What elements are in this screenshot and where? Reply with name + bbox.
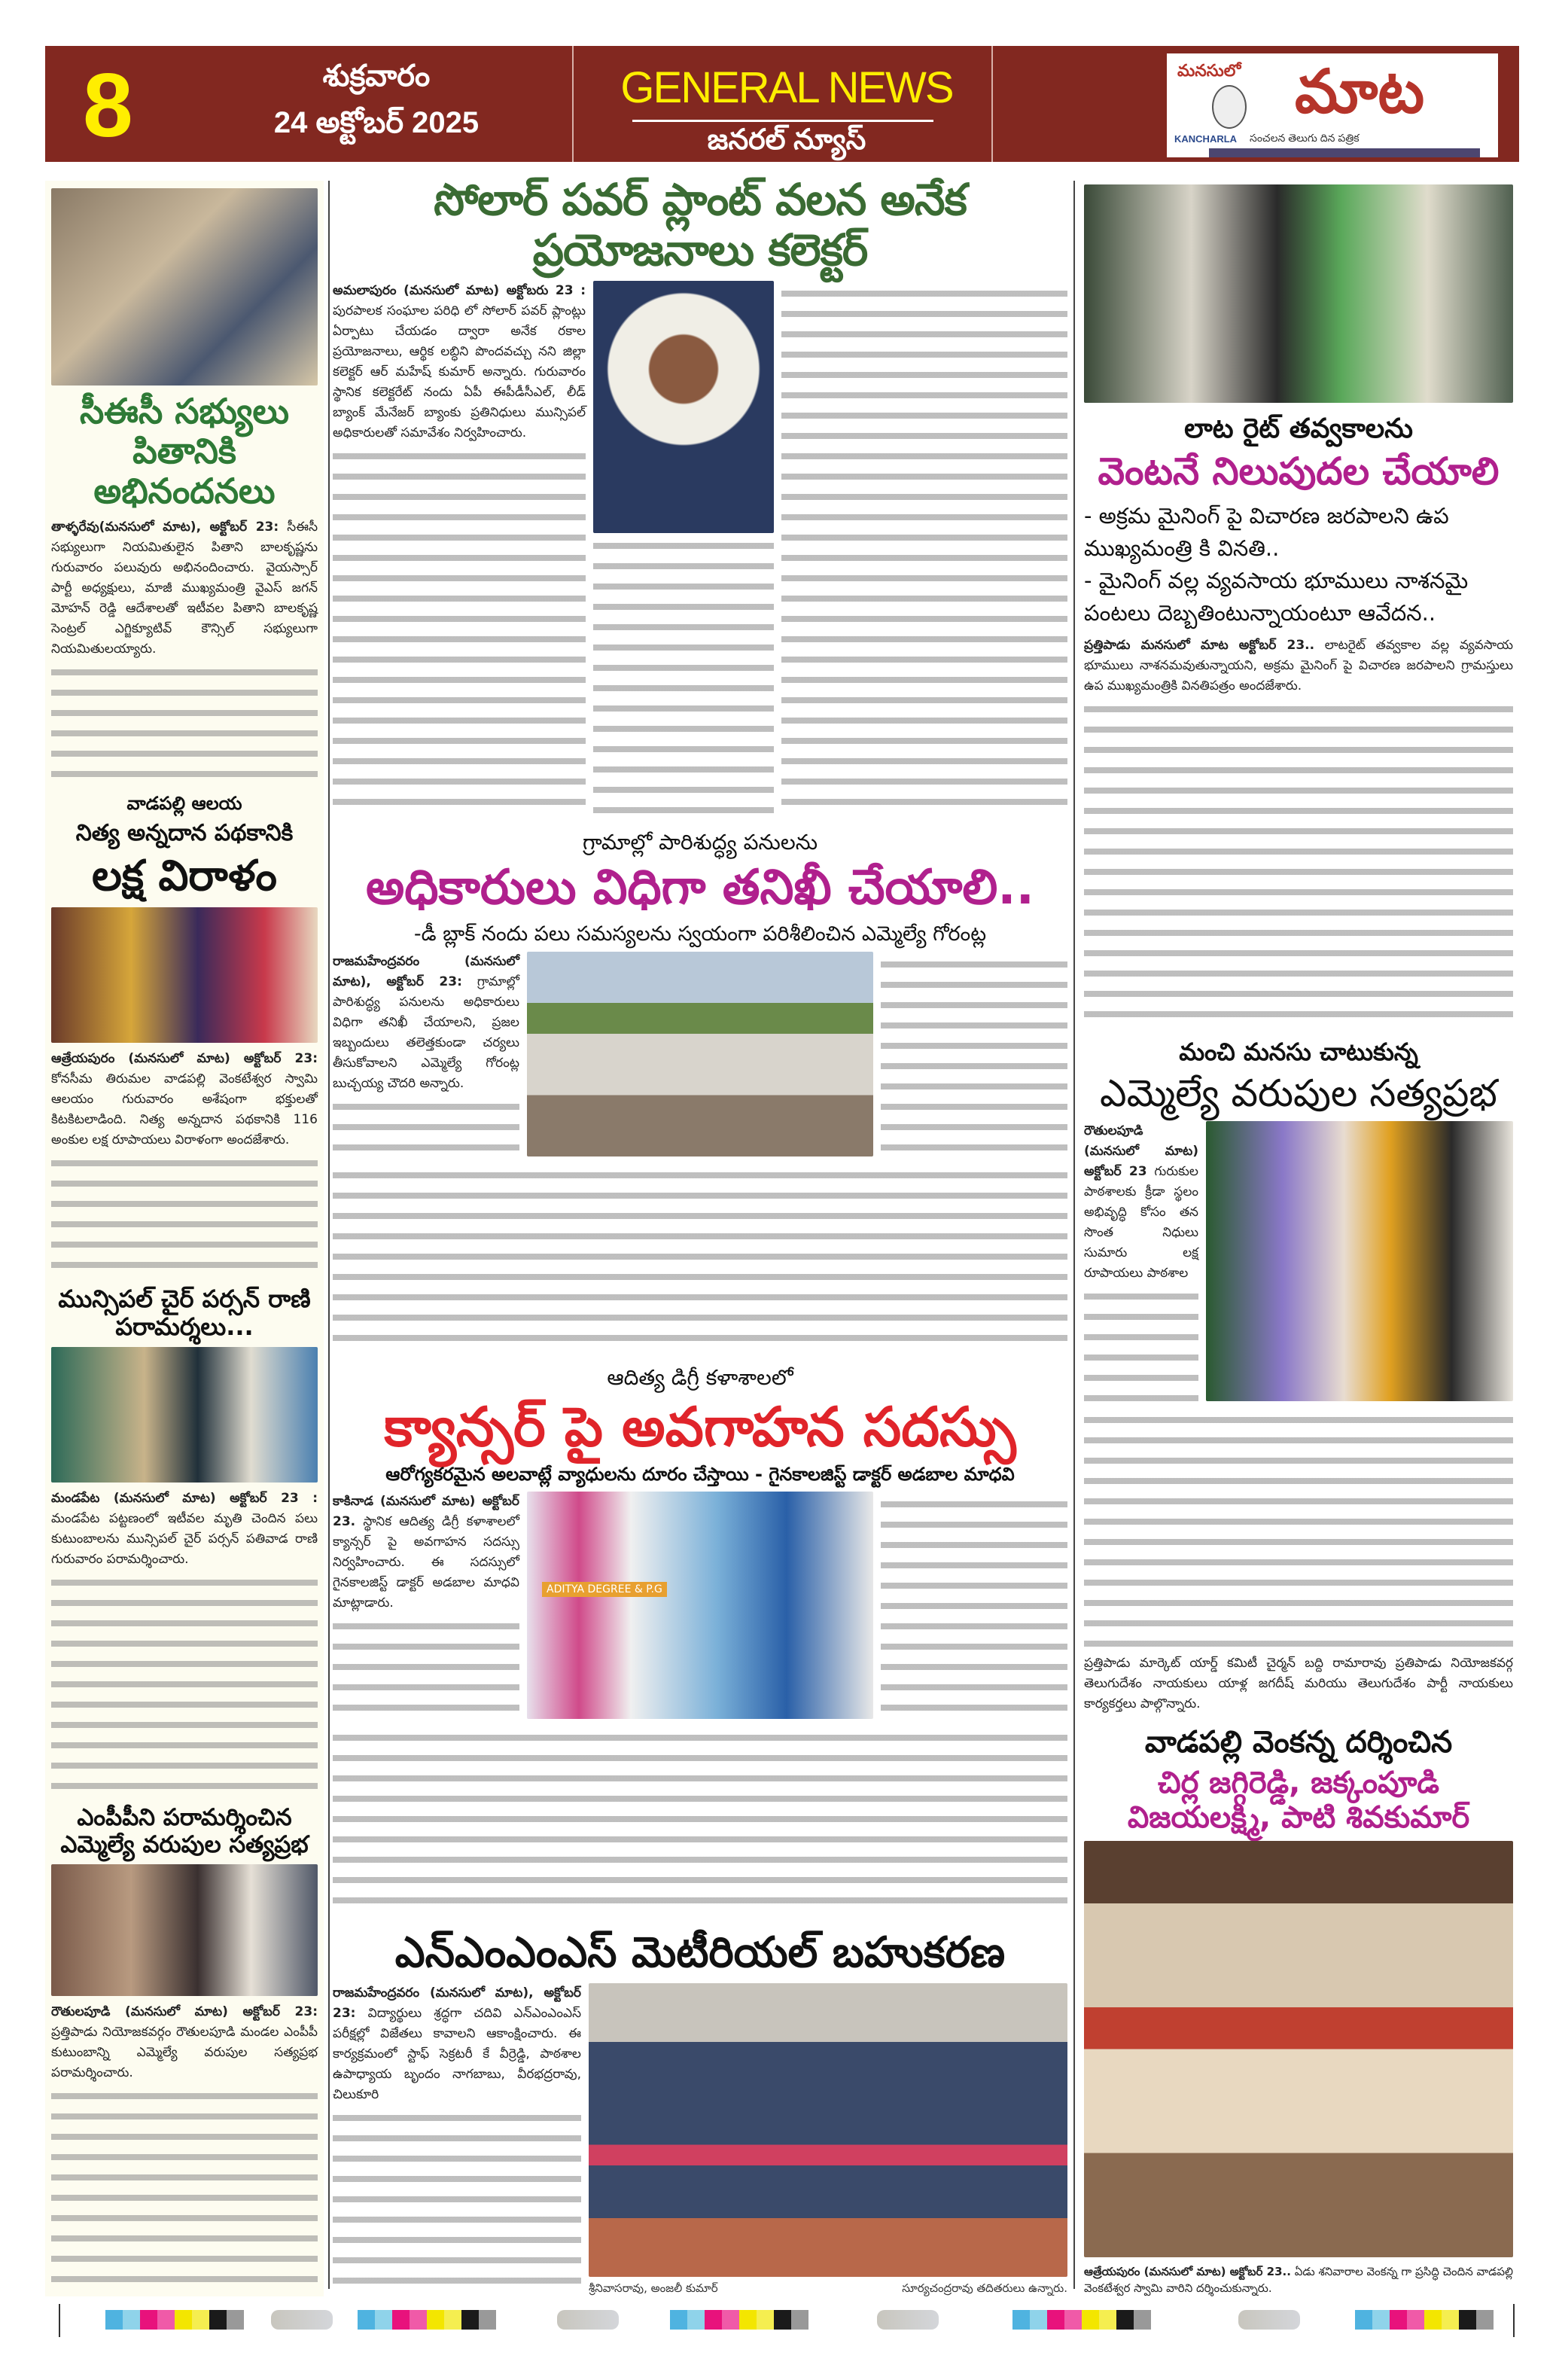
article-solar-cont <box>593 533 774 815</box>
article-mpp <box>51 2002 318 2289</box>
divider <box>632 120 933 122</box>
kicker-sanitation: గ్రామాల్లో పారిశుద్ధ్య పనులను <box>582 830 818 855</box>
dateline: ఆత్రేయపురం (మనసులో మాట) అక్టోబర్ 23.. <box>1084 2264 1291 2278</box>
color-swatch <box>774 2310 791 2330</box>
nmms-photo-column <box>589 1983 1067 2298</box>
dateline: రౌతులపూడి (మనసులో మాట) అక్టోబర్ 23 <box>1084 1123 1198 1180</box>
photo-mpp <box>51 1864 318 1996</box>
photo-sanitation <box>527 952 873 1156</box>
logo-small-text: మనసులో <box>1177 61 1241 80</box>
color-swatch <box>410 2310 427 2330</box>
dateline: కాకినాడ (మనసులో మాట) అక్టోబర్ 23. <box>333 1493 519 1529</box>
color-swatch <box>1047 2310 1064 2330</box>
color-swatch <box>192 2310 209 2330</box>
color-swatch <box>461 2310 479 2330</box>
article-text: ప్రత్తిపాడు నియోజకవర్గం రౌతులపూడి మండల ఎంపీపీ కుటుంబాన్ని ఎమ్మెల్యే వరుపుల సత్యప్రభ పరామర్శించారు. <box>51 2025 318 2081</box>
dateline: అమలాపురం (మనసులో మాట) అక్టోబరు 23 : <box>333 283 586 299</box>
color-swatch <box>739 2310 757 2330</box>
headline-mpp: ఎంపీపీని పరామర్శించిన ఎమ్మెల్యే వరుపుల సత్యప్రభ <box>60 1804 309 1858</box>
article-cancer-cont2 <box>333 1725 1067 1914</box>
day: శుక్రవారం <box>322 59 431 93</box>
color-swatch <box>157 2310 175 2330</box>
color-swatch <box>722 2310 739 2330</box>
crop-mark <box>59 2304 60 2337</box>
divider <box>991 46 993 162</box>
section-title-te: జనరల్ న్యూస్ <box>707 124 866 156</box>
article-mla-cont <box>1084 1407 1513 1647</box>
nmms-section <box>333 1983 1067 2298</box>
logo-tagline: సంచలన తెలుగు దిన పత్రిక <box>1250 132 1360 144</box>
bullet-list <box>1084 500 1513 629</box>
headline-mining: వెంటనే నిలుపుదల చేయాలి <box>1098 449 1500 494</box>
headline-nmms: ఎన్ఎంఎంఎస్ మెటీరియల్ బహుకరణ <box>394 1928 1006 1978</box>
color-swatch <box>227 2310 244 2330</box>
article-text: విద్యార్థులు శ్రద్ధగా చదివి ఎన్ఎంఎంఎస్ పరీక్షల్లో విజేతలు కావాలని ఆకాంక్షించారు. ఈ కార్యక్రమంలో స్టాఫ్ సెక్రటరీ కే వీర్రెడ్డి, పాఠశాల ఉపాధ్యాయ బృందం నాగబాబు, వీరభద్రరావు, చిలుకూరి <box>333 2006 581 2103</box>
column-rule <box>328 181 330 2289</box>
article-donation <box>51 1049 318 1280</box>
article-municipal <box>51 1489 318 1799</box>
color-swatch <box>791 2310 808 2330</box>
color-swatch <box>392 2310 410 2330</box>
article-text: ప్రత్తిపాడు మార్కెట్ యార్డ్ కమిటీ చైర్మన్ బద్ది రామారావు ప్రతిపాడు నియోజకవర్గ తెలుగుదేశం నాయకులు యాళ్ల జగదీష్ మరియు తెలుగుదేశం పార్టీ నాయకులు కార్యకర్తలు పాల్గొన్నారు. <box>1084 1656 1513 1712</box>
article-temple <box>1084 2263 1513 2296</box>
center-column <box>333 175 1067 2298</box>
kicker-cancer: ఆదిత్య డిగ్రీ కళాశాలలో <box>607 1365 793 1391</box>
bullet-item: - మైనింగ్ వల్ల వ్యవసాయ భూములు నాశనమై పంటలు దెబ్బతింటున్నాయంటూ ఆవేదన.. <box>1084 567 1469 626</box>
kicker-mining: లాట రైట్ తవ్వకాలను <box>1184 413 1413 444</box>
headline-solar: సోలార్ పవర్ ప్లాంట్ వలన అనేక ప్రయోజనాలు కలెక్టర్ <box>434 174 967 276</box>
masthead <box>45 46 1519 162</box>
article-sanitation <box>333 952 519 1156</box>
headline-donation: లక్ష విరాళం <box>92 852 277 901</box>
photo-municipal <box>51 1347 318 1483</box>
color-swatch <box>705 2310 722 2330</box>
article-cancer-cont <box>881 1492 1067 1720</box>
color-swatch <box>1012 2310 1030 2330</box>
photo-nmms-students <box>589 1983 1067 2277</box>
dateline: ఆత్రేయపురం (మనసులో మాట) అక్టోబర్ 23: <box>51 1050 318 1066</box>
gray-swatch <box>877 2310 939 2330</box>
color-swatch <box>687 2310 705 2330</box>
gray-swatch <box>557 2310 619 2330</box>
caption-row <box>589 2281 1067 2298</box>
logo-main-text: మాట <box>1295 56 1425 126</box>
color-swatch <box>358 2310 375 2330</box>
color-swatch <box>1116 2310 1134 2330</box>
article-cancer <box>333 1492 519 1720</box>
color-swatch <box>1355 2310 1372 2330</box>
photo-collector <box>593 281 774 533</box>
page-number: 8 <box>83 55 133 156</box>
gray-swatch <box>271 2310 333 2330</box>
right-column <box>1084 184 1513 2296</box>
section-title-en: GENERAL NEWS <box>620 63 953 112</box>
headline-cancer: క్యాన్సర్ పై అవగాహన సదస్సు <box>384 1395 1016 1459</box>
dateline: తాళ్ళరేవు(మనసులో మాట), అక్టోబర్ 23: <box>51 519 279 535</box>
color-swatch <box>1030 2310 1047 2330</box>
headline-cec: సీఈసీ సభ్యులు పితానికి అభినందనలు <box>79 391 290 511</box>
color-swatch <box>1064 2310 1082 2330</box>
article-text: ఏడు శనివారాల వెంకన్న గా ప్రసిద్ధి చెందిన వాడపల్లి వెంకటేశ్వర స్వామి వారిని దర్శించుకున్నారు. <box>1084 2264 1513 2295</box>
color-swatch <box>427 2310 444 2330</box>
subhead-sanitation: -డీ బ్లాక్ నందు పలు సమస్యలను స్వయంగా పరిశీలించిన ఎమ్మెల్యే గోరంట్ల <box>413 922 987 946</box>
bullet-item: - అక్రమ మైనింగ్ పై విచారణ జరపాలని ఉప ముఖ్యమంత్రి కి వినతి.. <box>1084 502 1449 561</box>
color-swatch <box>479 2310 496 2330</box>
logo-bar <box>1209 148 1480 157</box>
color-swatch <box>1082 2310 1099 2330</box>
article-text: గురుకుల పాఠశాలకు క్రీడా స్థలం అభివృద్ధి కోసం తన సొంత నిధులు సుమారు లక్ష రూపాయలు పాఠశాల <box>1084 1164 1198 1281</box>
caption-right: సూర్యచంద్రరావు తదితరులు ఉన్నారు. <box>902 2281 1067 2296</box>
color-swatch <box>444 2310 461 2330</box>
subhead-cancer: ఆరోగ్యకరమైన అలవాట్లే వ్యాధులను దూరం చేస్తాయి - గైనకాలజిస్ట్ డాక్టర్ అడబాల మాధవి <box>385 1464 1015 1486</box>
solar-photo-column <box>593 281 774 815</box>
article-mla <box>1084 1121 1198 1401</box>
caption-left: శ్రీనివాసరావు, అంజలీ కుమార్ <box>589 2281 718 2296</box>
color-swatch <box>105 2310 123 2330</box>
left-column <box>45 181 324 2296</box>
cancer-section <box>333 1492 1067 1720</box>
kicker-temple: వాడపల్లి వెంకన్న దర్శించిన <box>1144 1725 1453 1760</box>
headline-temple: చిర్ల జగ్గిరెడ్డి, జక్కంపూడి విజయలక్ష్మి, పాటి శివకుమార్ <box>1127 1766 1470 1836</box>
color-swatch <box>1459 2310 1476 2330</box>
banner-text: ADITYA DEGREE & P.G <box>542 1582 667 1597</box>
article-solar <box>333 281 586 815</box>
crop-mark <box>1513 2304 1515 2337</box>
color-swatch <box>209 2310 227 2330</box>
article-nmms <box>333 1983 581 2298</box>
kicker-donation-2: నిత్య అన్నదాన పథకానికి <box>75 819 294 846</box>
color-swatch <box>757 2310 774 2330</box>
kicker-mla: మంచి మనసు చాటుకున్న <box>1179 1037 1418 1066</box>
color-swatch <box>1476 2310 1494 2330</box>
color-swatch <box>375 2310 392 2330</box>
dateline: మండపేట (మనసులో మాట) అక్టోబర్ 23 : <box>51 1490 318 1506</box>
photo-donation <box>51 907 318 1043</box>
gray-swatch <box>1238 2310 1300 2330</box>
dateline: రౌతులపూడి (మనసులో మాట) అక్టోబర్ 23: <box>51 2004 318 2020</box>
article-text: సీఈసీ సభ్యులుగా నియమితులైన పితాని బాలకృష్ణను గురువారం పలువురు అభినందించారు. వైయస్సార్ పార్టీ అధ్యక్షులు, మాజీ ముఖ్యమంత్రి వైఎస్ జగన్ మోహన్ రెడ్డి ఆదేశాలతో ఇటీవల పితాని బాలకృష్ణ సెంట్రల్ ఎగ్జిక్యూటివ్ కౌన్సిల్ సభ్యులుగా నియమితులయ్యారు. <box>51 519 318 657</box>
article-text: మండపేట పట్టణంలో ఇటీవల మృతి చెందిన పలు కుటుంబాలను మున్సిపల్ చైర్ పర్సన్ పతివాడ రాణి గురువారం పరామర్శించారు. <box>51 1510 318 1567</box>
color-swatch <box>1099 2310 1116 2330</box>
headline-municipal: మున్సిపల్ చైర్ పర్సన్ రాణి పరామర్శలు... <box>58 1284 311 1341</box>
color-swatch <box>1442 2310 1459 2330</box>
sanitation-section <box>333 952 1067 1156</box>
dateline: రాజమహేంద్రవరం (మనసులో మాట), అక్టోబర్ 23: <box>333 954 519 990</box>
article-text: పురపాలక సంఘాల పరిధి లో సోలార్ పవర్ ప్లాంట్లు ఏర్పాటు చేయడం ద్వారా అనేక రకాల ప్రయోజనాలు, ఆర్థిక లబ్ధిని పొందవచ్చు నని జిల్లా కలెక్టర్ ఆర్ మహేష్ కుమార్ అన్నారు. గురువారం స్థానిక కలెక్టరేట్ నందు ఏపీ ఈపీడీసీఎల్, లీడ్ బ్యాంక్ మేనేజర్ బ్యాంకు ప్రతినిధులు మున్సిపల్ అధికారులతో సమావేశం నిర్వహించారు. <box>333 303 586 441</box>
article-text: లాటరైట్ తవ్వకాల వల్ల వ్యవసాయ భూములు నాశనమవుతున్నాయని, అక్రమ మైనింగ్ పై విచారణ జరపాలని గ్రామస్తులు ఉప ముఖ్యమంత్రికి వినతిపత్రం అందజేశారు. <box>1084 637 1513 693</box>
logo-brand: KANCHARLA <box>1174 133 1238 145</box>
article-sanitation-cont <box>881 952 1067 1156</box>
color-swatch <box>1390 2310 1407 2330</box>
article-solar-cont2 <box>781 281 1067 815</box>
color-swatch <box>1372 2310 1390 2330</box>
article-text: గ్రామాల్లో పారిశుద్ధ్య పనులను అధికారులు విధిగా తనిఖీ చేయాలని, ప్రజల ఇబ్బందులు తలెత్తకుండా చర్యలు తీసుకోవాలని ఎమ్మెల్యే గోరంట్ల బుచ్చయ్య చౌదరి అన్నారు. <box>333 974 519 1092</box>
dateline: ప్రత్తిపాడు మనసులో మాట అక్టోబర్ 23.. <box>1084 637 1315 653</box>
date: 24 అక్టోబర్ 2025 <box>273 106 480 139</box>
color-swatch <box>140 2310 157 2330</box>
divider <box>572 46 574 162</box>
mla-section <box>1084 1121 1513 1401</box>
newspaper-logo <box>1167 53 1498 157</box>
article-text: స్థానిక ఆదిత్య డిగ్రీ కళాశాలలో క్యాన్సర్ పై అవగాహన సదస్సు నిర్వహించారు. ఈ సదస్సులో గైనకాలజిస్ట్ డాక్టర్ అడబాల మాధవి మాట్లాడారు. <box>333 1513 520 1611</box>
column-rule <box>1073 181 1075 2289</box>
photo-mla-donation <box>1206 1121 1513 1401</box>
article-sanitation-cont2 <box>333 1163 1067 1352</box>
kicker-donation: వాడపల్లి ఆలయ <box>126 793 242 815</box>
photo-mining-petition <box>1084 184 1513 403</box>
article-text: కోనసీమ తిరుమల వాడపల్లి వెంకటేశ్వర స్వామి ఆలయం గురువారం అశేషంగా భక్తులతో కిటకిటలాడింది. నిత్య అన్నదాన పథకానికి 116 అంకుల లక్ష రూపాయలు విరాళంగా అందజేశారు. <box>51 1071 318 1147</box>
color-swatch <box>1424 2310 1442 2330</box>
headline-sanitation: అధికారులు విధిగా తనిఖీ చేయాలి.. <box>366 860 1034 916</box>
headline-mla: ఎమ్మెల్యే వరుపుల సత్యప్రభ <box>1100 1071 1497 1115</box>
color-swatch <box>670 2310 687 2330</box>
portrait-icon <box>1212 85 1247 129</box>
color-swatch <box>1407 2310 1424 2330</box>
solar-section <box>333 281 1067 815</box>
photo-cec-felicitation <box>51 188 318 385</box>
color-swatch <box>1134 2310 1151 2330</box>
photo-cancer-seminar <box>527 1492 873 1720</box>
color-swatch <box>175 2310 192 2330</box>
article-mining <box>1084 635 1513 1028</box>
article-cec <box>51 517 318 788</box>
dateline: రాజమహేంద్రవరం (మనసులో మాట), అక్టోబర్ 23: <box>333 1985 581 2022</box>
photo-temple-visit <box>1084 1841 1513 2257</box>
color-swatch <box>123 2310 140 2330</box>
article-mla-closing <box>1084 1653 1513 1714</box>
